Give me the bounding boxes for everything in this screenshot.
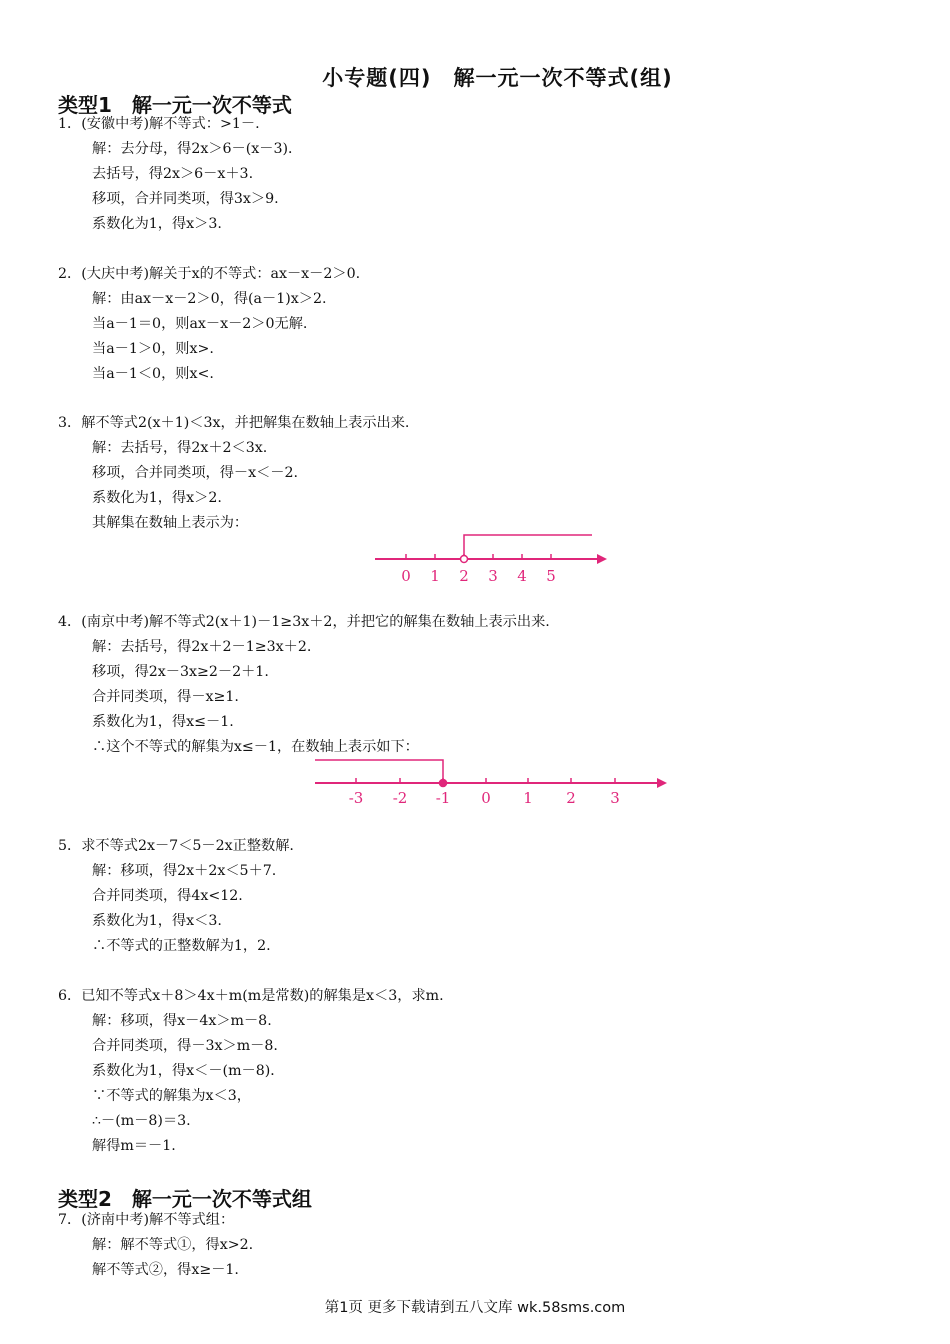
problem-3-question: 3．解不等式2(x＋1)＜3x，并把解集在数轴上表示出来.: [58, 415, 410, 431]
axis-arrow-icon: [657, 778, 667, 788]
solution-bracket: [315, 760, 443, 783]
axis-arrow-icon: [597, 554, 607, 564]
solution-bracket: [464, 535, 592, 559]
closed-endpoint: [439, 779, 447, 787]
problem-2-step: 当a－1＞0，则x>.: [92, 341, 214, 357]
problem-6-step: 解：移项，得x－4x＞m－8.: [92, 1013, 272, 1029]
problem-4-step: ∴这个不等式的解集为x≤－1，在数轴上表示如下：: [92, 739, 419, 755]
problem-5-step: ∴不等式的正整数解为1，2.: [92, 938, 271, 954]
tick-label: 2: [566, 789, 576, 807]
problem-4-question: 4．(南京中考)解不等式2(x＋1)－1≥3x＋2，并把它的解集在数轴上表示出来.: [58, 614, 550, 630]
problem-1-step: 移项，合并同类项，得3x＞9.: [92, 191, 279, 207]
tick-label: 0: [481, 789, 491, 807]
page-title: 小专题(四) 解一元一次不等式(组): [322, 66, 673, 90]
problem-1-step: 系数化为1，得x＞3.: [92, 216, 222, 232]
problem-6-step: ∴－(m－8)＝3.: [92, 1113, 191, 1129]
page-footer: 第1页 更多下载请到五八文库 wk.58sms.com: [324, 1300, 626, 1316]
problem-2-step: 解：由ax－x－2＞0，得(a－1)x＞2.: [92, 291, 327, 307]
problem-3-step: 解：去括号，得2x＋2＜3x.: [92, 440, 268, 456]
problem-7-step: 解：解不等式①，得x>2.: [92, 1237, 254, 1253]
number-line-problem-4: [310, 752, 675, 810]
problem-1-step: 去括号，得2x＞6－x＋3.: [92, 166, 254, 182]
problem-4-step: 移项，得2x－3x≥2－2＋1.: [92, 664, 269, 680]
problem-3-step: 其解集在数轴上表示为：: [92, 515, 249, 531]
number-line-problem-3: [370, 528, 620, 590]
problem-7-step: 解不等式②，得x≥－1.: [92, 1262, 239, 1278]
tick-label: 1: [523, 789, 533, 807]
open-endpoint: [461, 556, 468, 563]
tick-label: 0: [401, 567, 411, 585]
problem-6-step: ∵不等式的解集为x＜3，: [92, 1088, 251, 1104]
tick-label: -3: [348, 789, 364, 807]
tick-label: 3: [610, 789, 620, 807]
problem-4-step: 合并同类项，得－x≥1.: [92, 689, 239, 705]
problem-6-question: 6．已知不等式x＋8＞4x＋m(m是常数)的解集是x＜3，求m.: [58, 988, 444, 1004]
problem-5-step: 系数化为1，得x＜3.: [92, 913, 222, 929]
tick-label: 2: [459, 567, 469, 585]
problem-2-step: 当a－1＜0，则x<.: [92, 366, 214, 382]
problem-2-step: 当a－1＝0，则ax－x－2＞0无解.: [92, 316, 308, 332]
tick-label: -1: [435, 789, 451, 807]
tick-label: 5: [546, 567, 556, 585]
tick-label: 1: [430, 567, 440, 585]
problem-6-step: 系数化为1，得x＜－(m－8)．: [92, 1063, 285, 1079]
tick-label: 4: [517, 567, 527, 585]
problem-1-step: 解：去分母，得2x＞6－(x－3)．: [92, 141, 303, 157]
tick-label: -2: [392, 789, 408, 807]
problem-4-step: 解：去括号，得2x＋2－1≥3x＋2.: [92, 639, 312, 655]
problem-3-step: 系数化为1，得x＞2.: [92, 490, 222, 506]
problem-1-question: 1．(安徽中考)解不等式：>1－.: [58, 116, 260, 132]
problem-5-step: 合并同类项，得4x<12.: [92, 888, 243, 904]
problem-5-question: 5．求不等式2x－7＜5－2x正整数解.: [58, 838, 294, 854]
problem-6-step: 合并同类项，得－3x＞m－8.: [92, 1038, 278, 1054]
tick-label: 3: [488, 567, 498, 585]
problem-7-question: 7．(济南中考)解不等式组：: [58, 1212, 235, 1228]
problem-4-step: 系数化为1，得x≤－1.: [92, 714, 234, 730]
problem-2-question: 2．(大庆中考)解关于x的不等式：ax－x－2＞0.: [58, 266, 361, 282]
section-heading-2: 类型2 解一元一次不等式组: [58, 1187, 312, 1211]
problem-5-step: 解：移项，得2x＋2x＜5＋7.: [92, 863, 277, 879]
section-heading-1: 类型1 解一元一次不等式: [58, 93, 292, 117]
problem-3-step: 移项，合并同类项，得－x＜－2.: [92, 465, 298, 481]
problem-6-step: 解得m＝－1.: [92, 1138, 176, 1154]
